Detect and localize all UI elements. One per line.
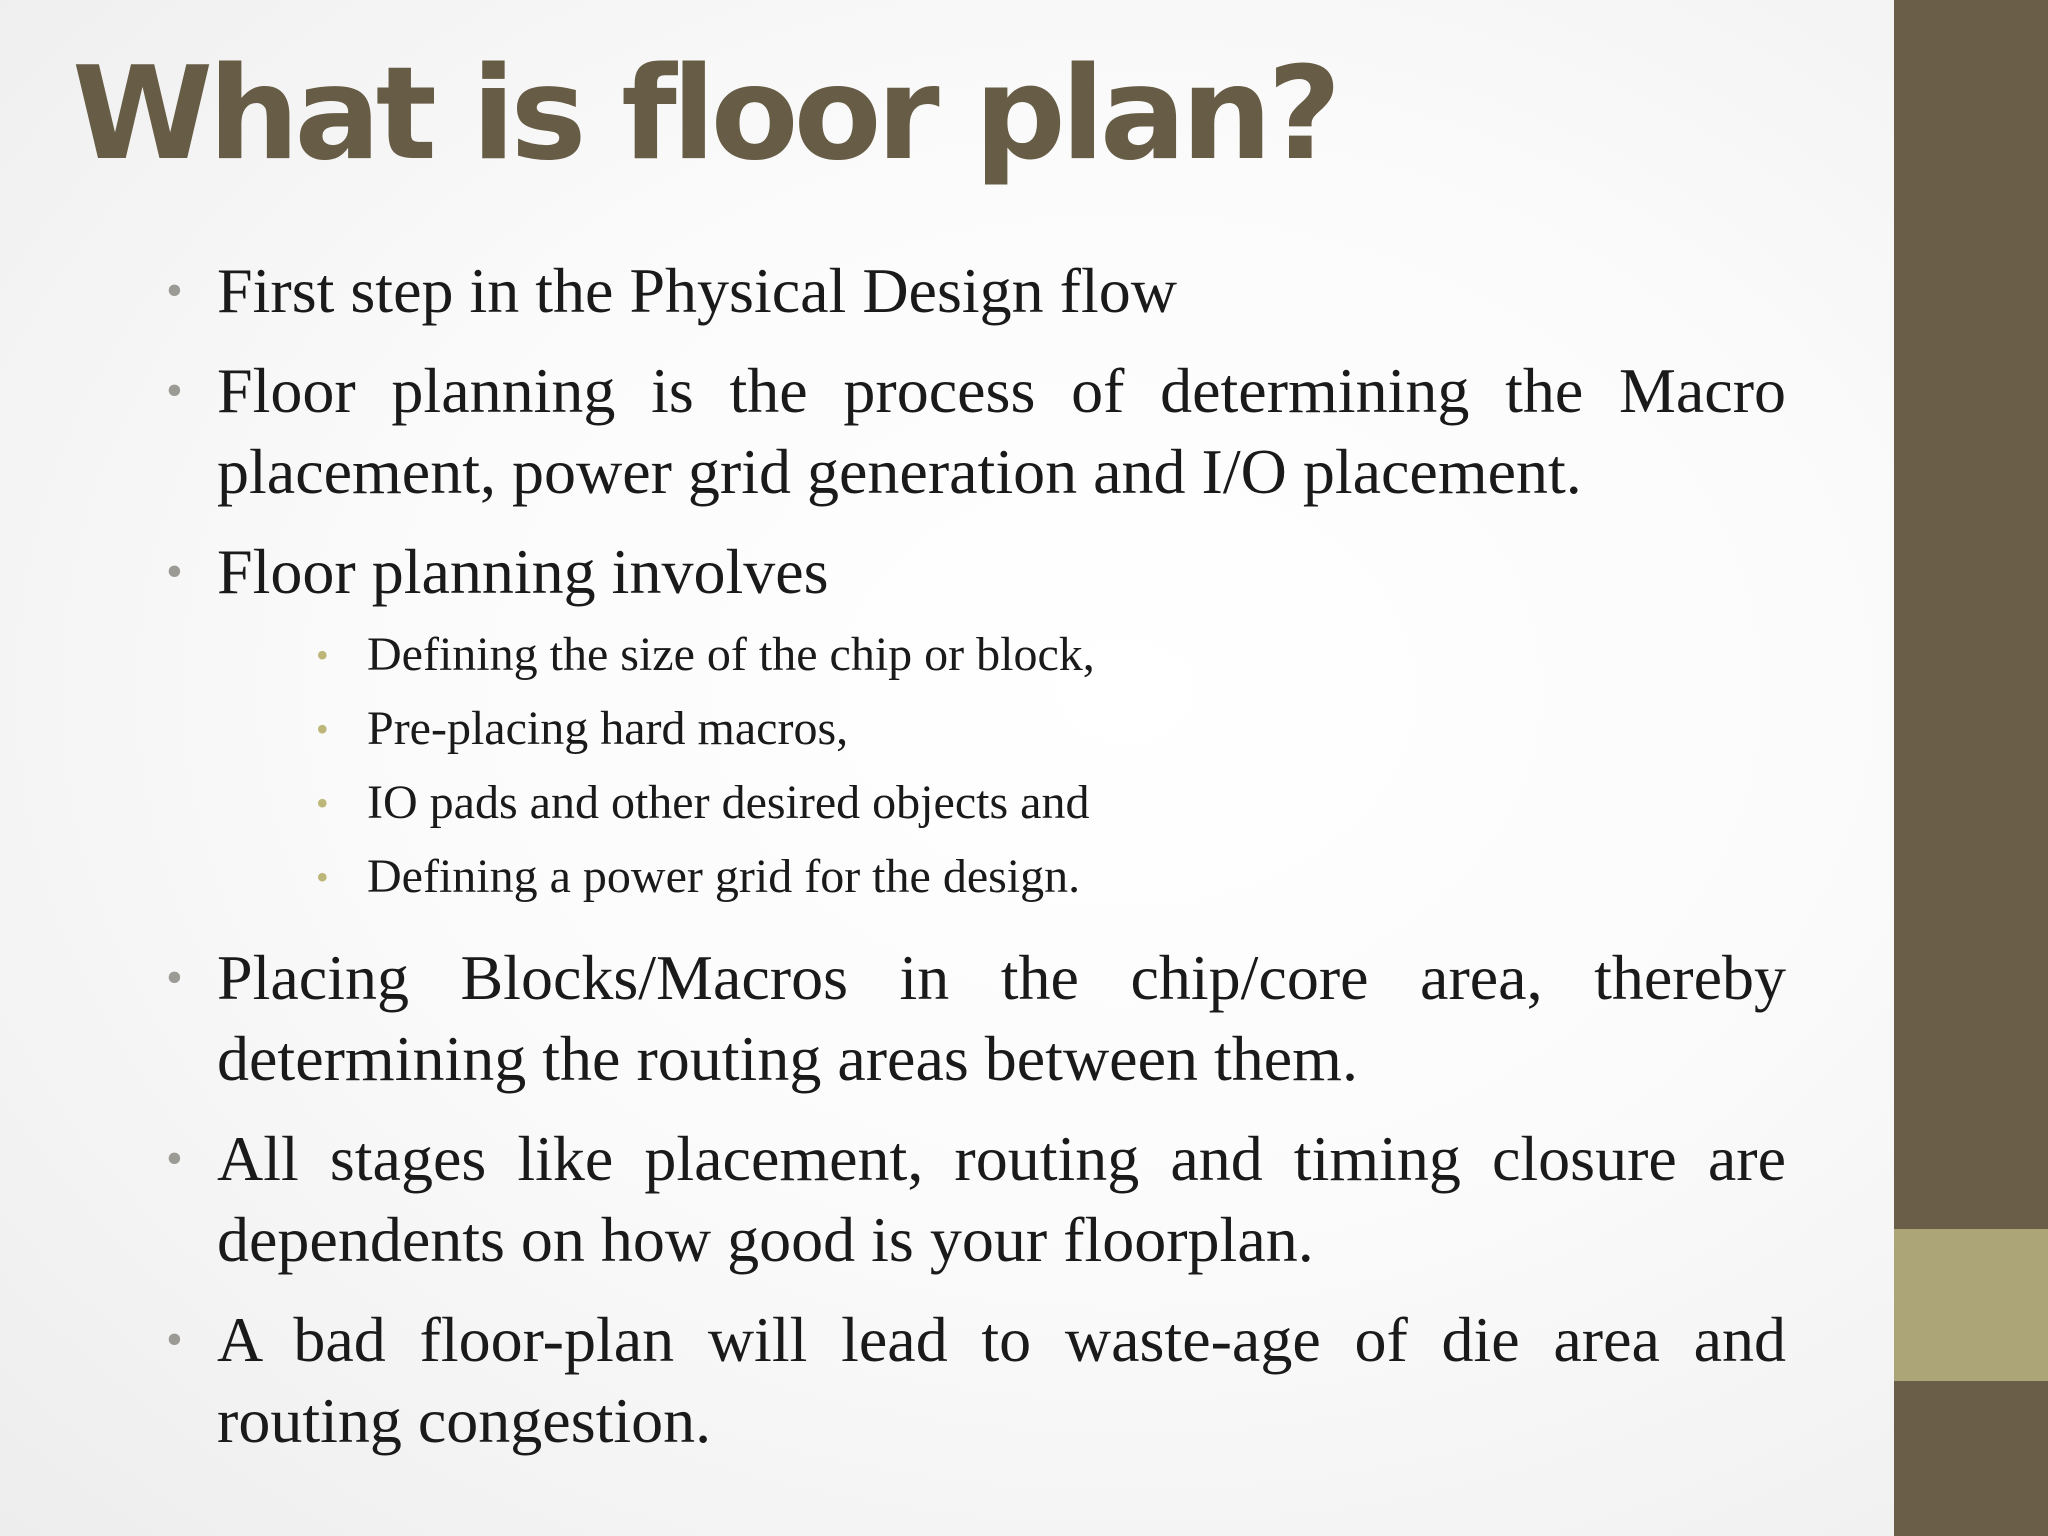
bullet-item [166,531,1786,612]
bullet-text: Placing Blocks/Macros in the chip/core area, thereby determining the routing areas between them. [217,942,1786,1094]
sub-bullet-icon: • [316,783,329,823]
bullet-icon: • [166,951,183,1004]
sub-bullet-icon: • [316,635,329,675]
bullet-icon: • [166,364,183,417]
sidebar-accent-band [1894,1229,2048,1381]
sub-bullet-text: IO pads and other desired objects and [367,776,1090,829]
sub-bullet-icon: • [316,709,329,749]
bullet-item [166,250,1786,331]
bullet-list [166,250,1786,1480]
bullet-text: A bad floor-plan will lead to waste-age of die area and routing congestion. [217,1304,1786,1456]
sub-bullet-text: Defining the size of the chip or block, [367,628,1095,681]
sub-bullet-icon: • [316,857,329,897]
slide-title: What is floor plan? [72,40,1337,189]
sub-bullet-item [166,840,1786,914]
sub-bullet-item [166,766,1786,840]
bullet-icon: • [166,545,183,598]
bullet-icon: • [166,1132,183,1185]
sub-bullet-list [166,618,1786,914]
sub-bullet-item [166,618,1786,692]
sub-bullet-text: Defining a power grid for the design. [367,850,1081,903]
bullet-text: Floor planning is the process of determining the Macro placement, power grid generation and I/O placement. [217,355,1786,507]
sub-bullet-text: Pre-placing hard macros, [367,702,849,755]
bullet-icon: • [166,264,183,317]
bullet-text: First step in the Physical Design flow [217,255,1177,326]
bullet-item [166,1299,1786,1461]
bullet-item [166,937,1786,1099]
bullet-text: Floor planning involves [217,536,829,607]
bullet-item [166,1118,1786,1280]
sub-bullet-item [166,692,1786,766]
bullet-text: All stages like placement, routing and timing closure are dependents on how good is your floorplan. [217,1123,1786,1275]
bullet-item [166,350,1786,512]
bullet-icon: • [166,1313,183,1366]
decorative-sidebar [1894,0,2048,1536]
